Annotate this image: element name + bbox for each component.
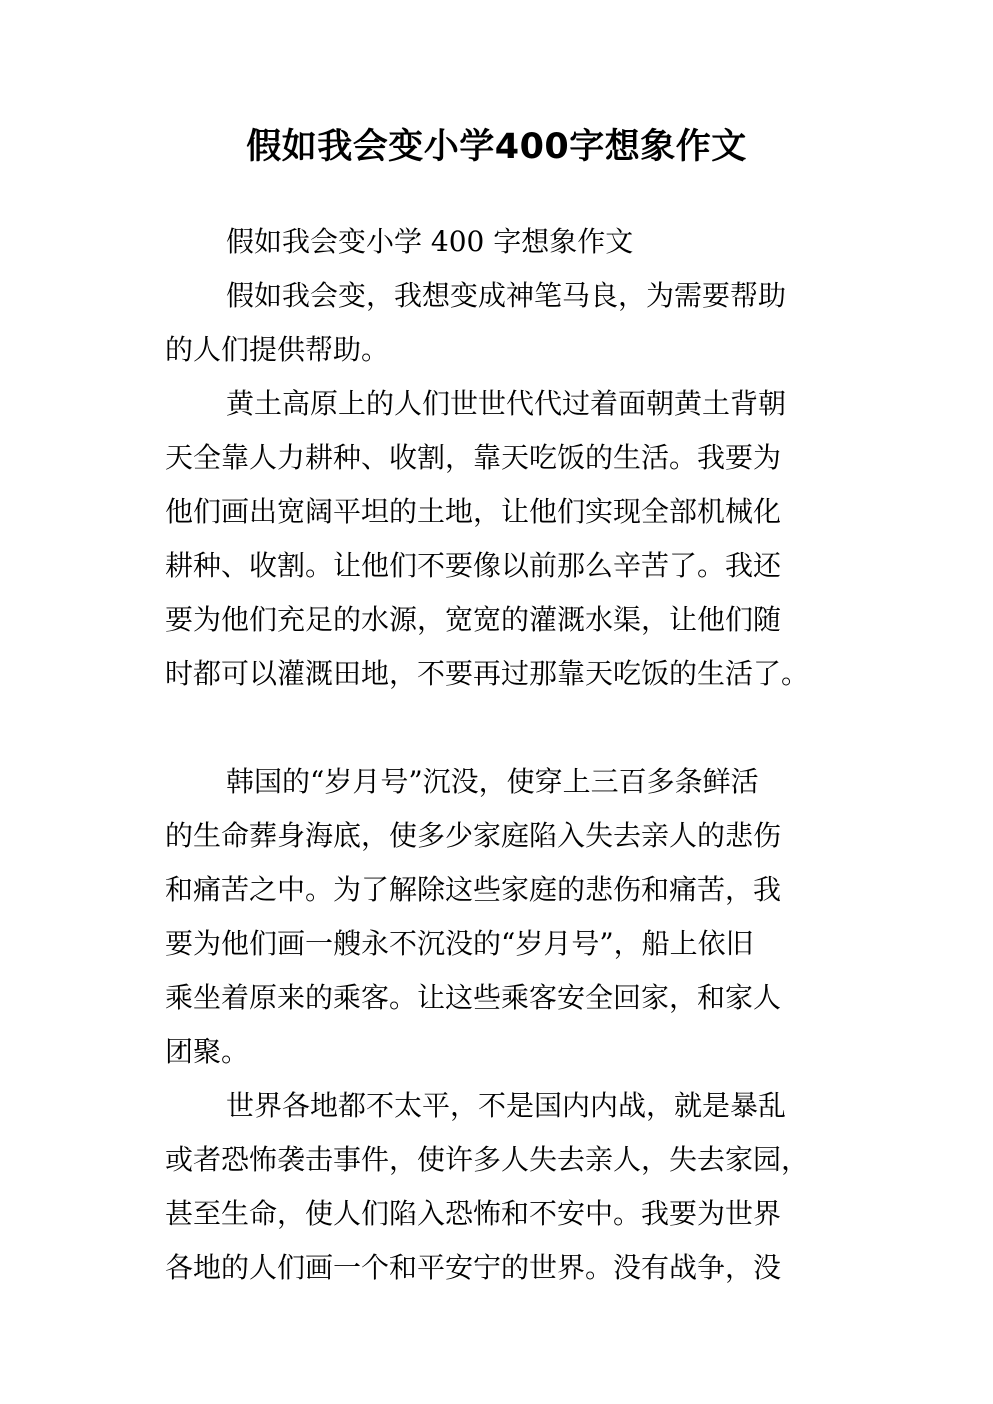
paragraph-4-line-4: 各地的人们画一个和平安宁的世界。没有战争，没 <box>165 1251 782 1284</box>
subtitle-line: 假如我会变小学 400 字想象作文 <box>226 225 634 258</box>
paragraph-4-line-2: 或者恐怖袭击事件，使许多人失去亲人，失去家园， <box>165 1143 810 1176</box>
paragraph-3-line-3: 和痛苦之中。为了解除这些家庭的悲伤和痛苦，我 <box>165 873 782 906</box>
document-body <box>165 215 835 1295</box>
paragraph-1-line-2: 的人们提供帮助。 <box>165 333 390 366</box>
paragraph-3-line-5: 乘坐着原来的乘客。让这些乘客安全回家，和家人 <box>165 981 782 1014</box>
paragraph-2-line-5: 要为他们充足的水源，宽宽的灌溉水渠，让他们随 <box>165 603 782 636</box>
paragraph-3-line-1: 韩国的“岁月号”沉没，使穿上三百多条鲜活 <box>226 765 759 798</box>
paragraph-2-line-1: 黄土高原上的人们世世代代过着面朝黄土背朝 <box>226 387 787 420</box>
paragraph-2-line-6: 时都可以灌溉田地，不要再过那靠天吃饭的生活了。 <box>165 657 810 690</box>
paragraph-2-line-2: 天全靠人力耕种、收割，靠天吃饭的生活。我要为 <box>165 441 782 474</box>
paragraph-1-line-1: 假如我会变，我想变成神笔马良，为需要帮助 <box>226 279 787 312</box>
paragraph-spacer <box>165 701 835 755</box>
paragraph-3-line-2: 的生命葬身海底，使多少家庭陷入失去亲人的悲伤 <box>165 819 782 852</box>
document-title: 假如我会变小学400字想象作文 <box>246 127 747 167</box>
paragraph-4-line-3: 甚至生命，使人们陷入恐怖和不安中。我要为世界 <box>165 1197 782 1230</box>
paragraph-3-line-4: 要为他们画一艘永不沉没的“岁月号”，船上依旧 <box>165 927 754 960</box>
paragraph-3-line-6: 团聚。 <box>165 1035 250 1068</box>
paragraph-2-line-3: 他们画出宽阔平坦的土地，让他们实现全部机械化 <box>165 495 782 528</box>
paragraph-4-line-1: 世界各地都不太平，不是国内内战，就是暴乱 <box>226 1089 787 1122</box>
paragraph-2-line-4: 耕种、收割。让他们不要像以前那么辛苦了。我还 <box>165 549 782 582</box>
